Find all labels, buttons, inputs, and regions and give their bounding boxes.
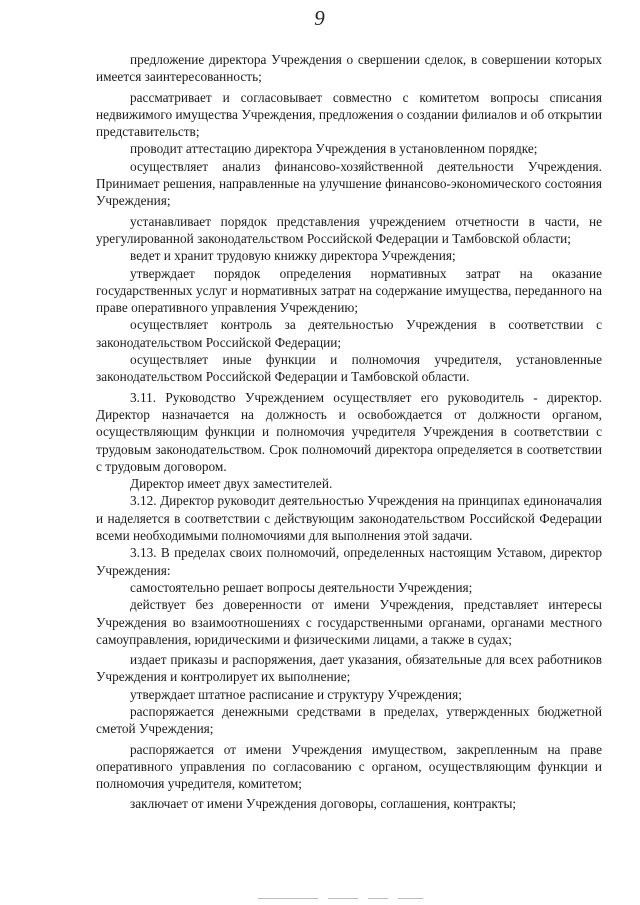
paragraph: утверждает штатное расписание и структуру Учреждения;: [130, 686, 462, 702]
paragraph: Директор имеет двух заместителей.: [130, 476, 333, 492]
paragraph: проводит аттестацию директора Учреждения в установленном порядке;: [130, 141, 538, 157]
paragraph: самостоятельно решает вопросы деятельности Учреждения;: [130, 579, 473, 595]
paragraph: осуществляет контроль за деятельностью Учреждения в соответствии с законодательством Российской Федерации;: [96, 317, 602, 350]
paragraph: заключает от имени Учреждения договоры, соглашения, контракты;: [130, 796, 517, 812]
paragraph-3-11: 3.11. Руководство Учреждением осуществляет его руководитель - директор. Директор назначается на должность и освобождается от должности органом, осуществляющим функции и полномочия учредителя Учреждения в соответствии с трудовым законодательством. Срок полномочий директора определяется в соответствии с трудовым договором.: [96, 389, 602, 474]
paragraph-3-12: 3.12. Директор руководит деятельностью Учреждения на принципах единоначалия и наделяется в соответствии с действующим законодательством Российской Федерации всеми необходимыми полномочиями для выполнения этой задачи.: [96, 493, 602, 544]
paragraph: рассматривает и согласовывает совместно с комитетом вопросы списания недвижимого имущества Учреждения, предложения о создании филиалов и об открытии представительств;: [96, 89, 602, 140]
paragraph: действует без доверенности от имени Учреждения, представляет интересы Учреждения во взаимоотношениях с государственными органами, органами местного самоуправления, юридическими и физическими лицами, а также в судах;: [96, 597, 602, 647]
body-text: [96, 51, 602, 813]
paragraph: осуществляет анализ финансово-хозяйственной деятельности Учреждения. Принимает решения, направленные на улучшение финансово-экономического состояния Учреждения;: [96, 158, 602, 209]
page-number: 9: [314, 6, 326, 30]
paragraph: предложение директора Учреждения о свершении сделок, в совершении которых имеется заинтересованность;: [96, 52, 602, 85]
paragraph: издает приказы и распоряжения, дает указания, обязательные для всех работников Учреждения и контролирует их выполнение;: [96, 652, 602, 685]
paragraph: распоряжается от имени Учреждения имуществом, закрепленным на праве оперативного управления по согласованию с органом, осуществляющим функции и полномочия учредителя, комитетом;: [96, 741, 602, 792]
paragraph: устанавливает порядок представления учреждением отчетности в части, не урегулированной законодательством Российской Федерации и Тамбовской области;: [96, 213, 602, 246]
paragraph: ведет и хранит трудовую книжку директора Учреждения;: [130, 248, 456, 264]
paragraph: осуществляет иные функции и полномочия учредителя, установленные законодательством Российской Федерации и Тамбовской области.: [96, 352, 602, 385]
paragraph: распоряжается денежными средствами в пределах, утвержденных бюджетной сметой Учреждения;: [96, 703, 602, 737]
paragraph: утверждает порядок определения нормативных затрат на оказание государственных услуг и нормативных затрат на содержание имущества, переданного на праве оперативного управления Учреждению;: [96, 265, 602, 316]
footer-scan-marks: [258, 898, 458, 901]
paragraph-3-13: 3.13. В пределах своих полномочий, определенных настоящим Уставом, директор Учреждения:: [96, 545, 602, 578]
